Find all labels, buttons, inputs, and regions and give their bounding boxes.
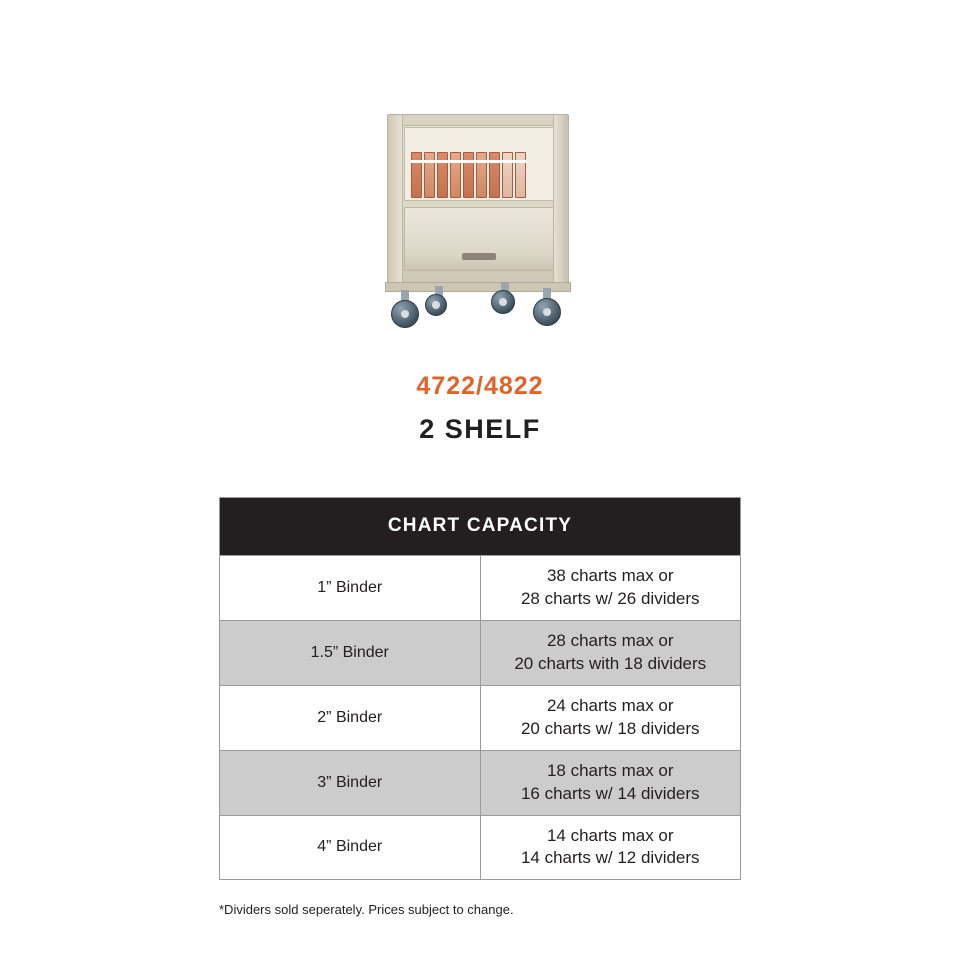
binder-tab-icon xyxy=(411,160,526,163)
cart-right-post xyxy=(553,115,568,290)
capacity-line-2: 14 charts w/ 12 dividers xyxy=(520,848,700,868)
model-number: 4722/4822 xyxy=(416,372,544,400)
capacity-value xyxy=(480,815,741,880)
door-handle-icon xyxy=(462,253,496,260)
binder-icon xyxy=(450,152,461,198)
capacity-line-1: 28 charts max or xyxy=(546,630,674,650)
capacity-line-2: 20 charts with 18 dividers xyxy=(514,653,707,673)
page-title: 2 SHELF xyxy=(419,414,541,444)
product-image xyxy=(375,96,585,326)
chart-capacity-table xyxy=(219,497,741,880)
cart-body xyxy=(387,114,569,291)
binder-icon xyxy=(424,152,435,198)
binder-icon xyxy=(515,152,526,198)
capacity-value xyxy=(480,620,741,685)
caster-hub xyxy=(432,301,440,309)
caster-icon xyxy=(425,294,447,316)
table-row xyxy=(220,685,741,750)
capacity-line-1: 38 charts max or xyxy=(546,566,674,585)
caster-hub xyxy=(543,308,551,316)
capacity-value xyxy=(480,685,741,750)
binder-icon xyxy=(411,152,422,198)
binder-size-label: 1” Binder xyxy=(220,556,481,621)
capacity-line-2: 20 charts w/ 18 dividers xyxy=(520,718,700,738)
binder-size-label: 2” Binder xyxy=(220,685,481,750)
capacity-value xyxy=(480,556,741,621)
binder-size-label: 4” Binder xyxy=(220,815,481,880)
table-row xyxy=(220,815,741,880)
cart-door xyxy=(404,207,554,271)
footnote: *Dividers sold seperately. Prices subject to change. xyxy=(219,902,514,918)
binder-icon xyxy=(502,152,513,198)
binder-size-label: 1.5” Binder xyxy=(220,620,481,685)
capacity-line-1: 14 charts max or xyxy=(546,825,674,845)
binder-icon xyxy=(437,152,448,198)
table-row xyxy=(220,620,741,685)
caster-icon xyxy=(533,298,561,326)
table-header-title: CHART CAPACITY xyxy=(220,498,741,556)
table-header-row xyxy=(220,498,741,556)
binder-icon xyxy=(463,152,474,198)
capacity-line-2: 16 charts w/ 14 dividers xyxy=(520,783,700,803)
cart-left-post xyxy=(388,115,403,290)
open-shelf xyxy=(404,127,554,201)
capacity-line-1: 24 charts max or xyxy=(546,695,674,715)
capacity-value xyxy=(480,750,741,815)
caster-hub xyxy=(401,310,409,318)
caster-icon xyxy=(491,290,515,314)
caster-icon xyxy=(391,300,419,328)
table-row xyxy=(220,556,741,621)
binder-icon xyxy=(476,152,487,198)
binder-icon xyxy=(489,152,500,198)
capacity-line-1: 18 charts max or xyxy=(546,760,674,780)
capacity-line-2: 28 charts w/ 26 dividers xyxy=(520,588,700,608)
table-row xyxy=(220,750,741,815)
cart-top-rail xyxy=(390,115,566,126)
caster-hub xyxy=(499,298,507,306)
binder-row xyxy=(411,152,526,198)
binder-size-label: 3” Binder xyxy=(220,750,481,815)
